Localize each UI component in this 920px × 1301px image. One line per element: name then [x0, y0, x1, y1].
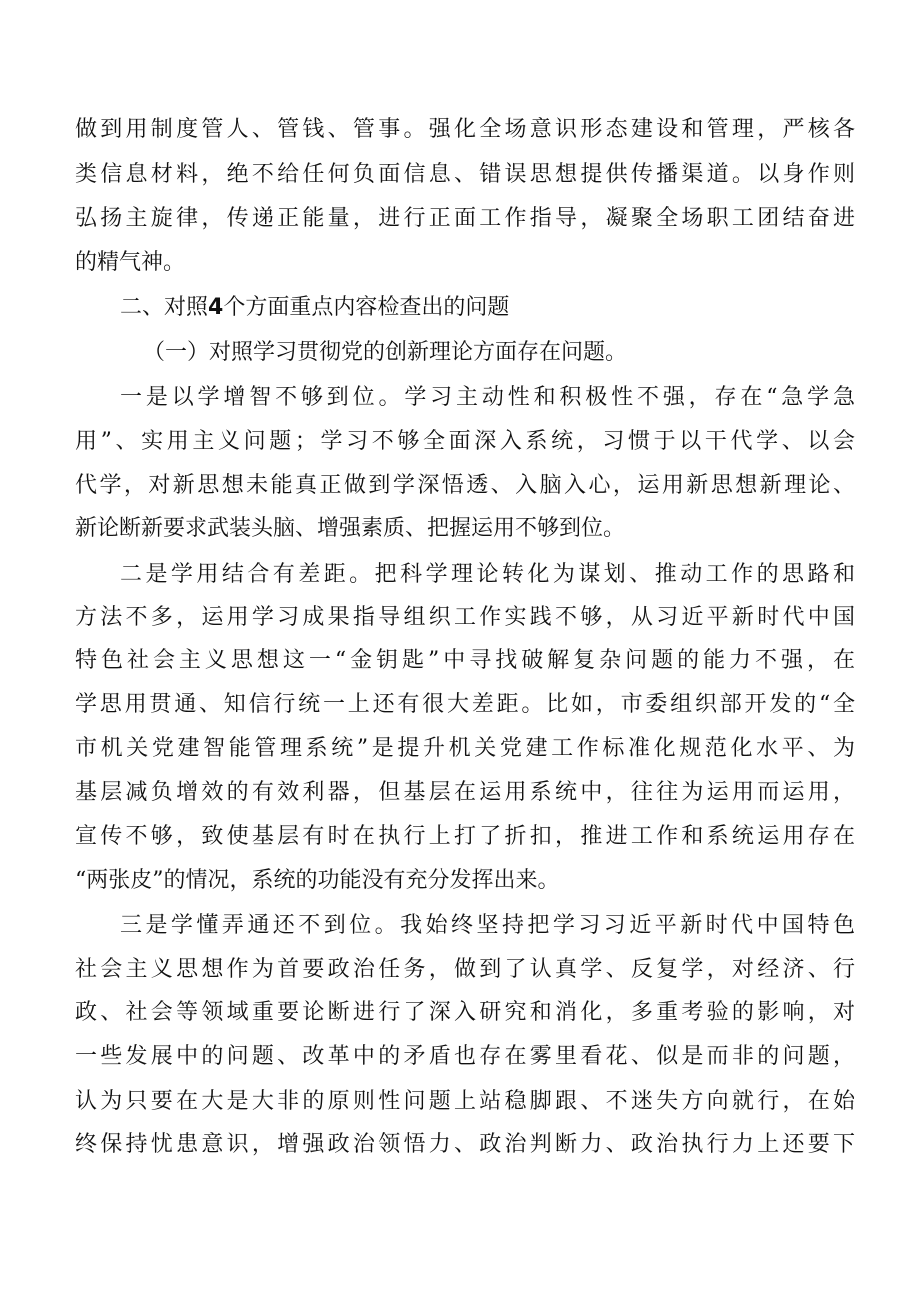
- paragraph-line: 宣传不够，致使基层有时在执行上打了折扣，推进工作和系统运用存在: [75, 824, 855, 849]
- subsection-heading: （一）对照学习贯彻党的创新理论方面存在问题。: [143, 340, 628, 365]
- paragraph-line: 弘扬主旋律，传递正能量，进行正面工作指导，凝聚全场职工团结奋进: [75, 206, 855, 231]
- paragraph-line: 用”、实用主义问题；学习不够全面深入系统，习惯于以干代学、以会: [75, 429, 855, 454]
- paragraph-line: 类信息材料，绝不给任何负面信息、错误思想提供传播渠道。以身作则: [75, 162, 855, 187]
- paragraph-line: 二是学用结合有差距。把科学理论转化为谋划、推动工作的思路和: [120, 562, 855, 587]
- paragraph-line: 的精气神。: [75, 250, 186, 275]
- paragraph-line: 方法不多，运用学习成果指导组织工作实践不够，从习近平新时代中国: [75, 605, 855, 630]
- paragraph-line: 终保持忧患意识，增强政治领悟力、政治判断力、政治执行力上还要下: [75, 1132, 855, 1157]
- paragraph-line: 一些发展中的问题、改革中的矛盾也存在雾里看花、似是而非的问题，: [75, 1044, 855, 1069]
- section-heading: [120, 288, 855, 328]
- paragraph-line: 新论断新要求武装头脑、增强素质、把握运用不够到位。: [75, 516, 626, 541]
- paragraph-line: 市机关党建智能管理系统”是提升机关党建工作标准化规范化水平、为: [75, 736, 855, 761]
- paragraph-line: 代学，对新思想未能真正做到学深悟透、入脑入心，运用新思想新理论、: [75, 473, 855, 498]
- paragraph-line: 一是以学增智不够到位。学习主动性和积极性不强，存在“急学急: [120, 385, 855, 410]
- paragraph-line: 三是学懂弄通还不到位。我始终坚持把学习习近平新时代中国特色: [120, 913, 855, 938]
- paragraph-line: 社会主义思想作为首要政治任务，做到了认真学、反复学，对经济、行: [75, 957, 855, 982]
- section-heading-number: 4: [208, 295, 224, 320]
- paragraph-line: 学思用贯通、知信行统一上还有很大差距。比如，市委组织部开发的“全: [75, 692, 855, 717]
- paragraph-line: 做到用制度管人、管钱、管事。强化全场意识形态建设和管理，严核各: [75, 117, 855, 142]
- paragraph-line: 特色社会主义思想这一“金钥匙”中寻找破解复杂问题的能力不强，在: [75, 648, 855, 673]
- paragraph-line: 政、社会等领域重要论断进行了深入研究和消化，多重考验的影响，对: [75, 1000, 855, 1025]
- section-heading-prefix: 二、对照: [120, 295, 209, 320]
- section-heading-suffix: 个方面重点内容检查出的问题: [223, 295, 510, 320]
- paragraph-line: 认为只要在大是大非的原则性问题上站稳脚跟、不迷失方向就行，在始: [75, 1089, 855, 1114]
- paragraph-line: “两张皮”的情况，系统的功能没有充分发挥出来。: [75, 868, 560, 893]
- paragraph-line: 基层减负增效的有效利器，但基层在运用系统中，往往为运用而运用，: [75, 780, 855, 805]
